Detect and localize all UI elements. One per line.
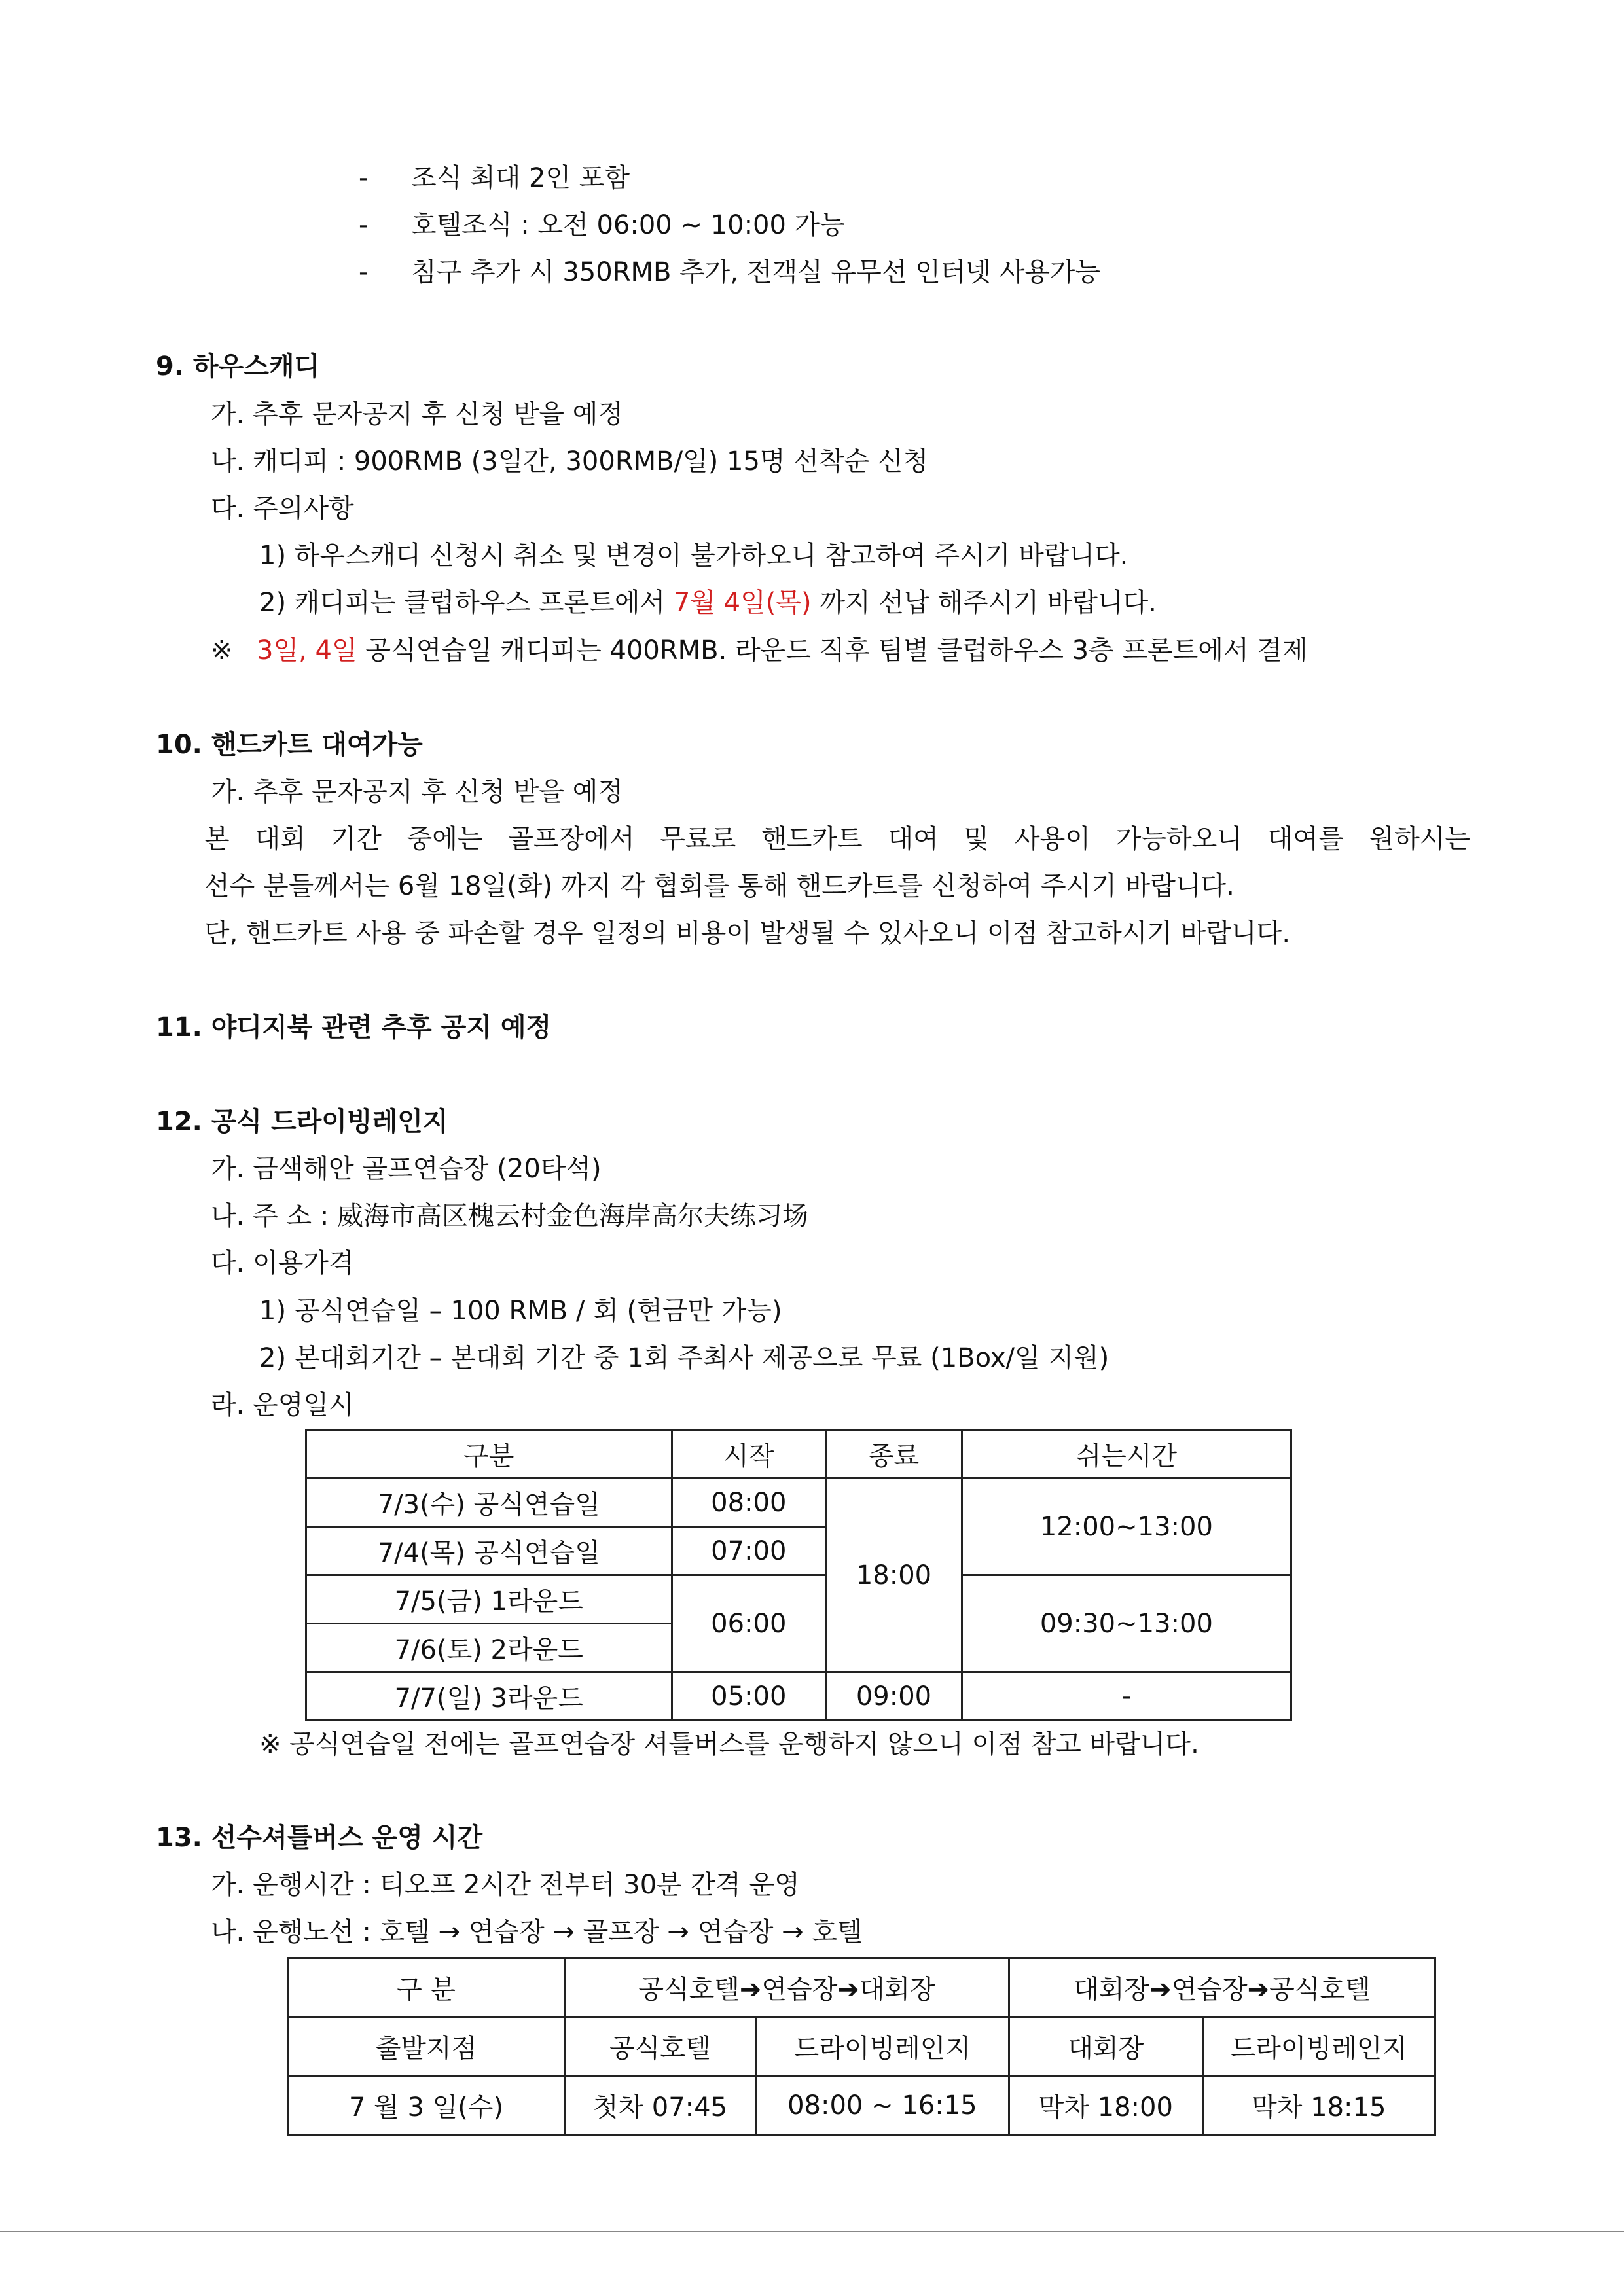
th-start: 시작 xyxy=(672,1430,826,1479)
s9-item-c1: 1) 하우스캐디 신청시 취소 및 변경이 불가하오니 참고하여 주시기 바랍니다. xyxy=(259,541,1128,571)
table-cell-day: 7/5(금) 1라운드 xyxy=(306,1575,672,1624)
th-venue: 대회장 xyxy=(1009,2017,1203,2076)
table-cell-end-merged: 18:00 xyxy=(826,1479,962,1672)
s12-item-c: 다. 이용가격 xyxy=(211,1248,354,1278)
shuttle-bus-table xyxy=(287,1957,1436,2136)
s12-item-c2: 2) 본대회기간 – 본대회 기간 중 1회 주최사 제공으로 무료 (1Box/일 지원) xyxy=(259,1343,1110,1373)
bullet-extra-bedding: - 침구 추가 시 350RMB 추가, 전객실 유무선 인터넷 사용가능 xyxy=(359,257,1101,287)
th-departure: 출발지점 xyxy=(288,2017,565,2076)
th-end: 종료 xyxy=(826,1430,962,1479)
section-12-title: 12. 공식 드라이빙레인지 xyxy=(156,1107,448,1137)
th-gubun: 구분 xyxy=(306,1430,672,1479)
s10-paragraph-3: 단, 핸드카트 사용 중 파손할 경우 일정의 비용이 발생될 수 있사오니 이점 참고하시기 바랍니다. xyxy=(204,918,1291,948)
driving-range-schedule-table xyxy=(305,1429,1292,1721)
section-13-title: 13. 선수셔틀버스 운영 시간 xyxy=(156,1823,483,1853)
s12-item-c1: 1) 공식연습일 – 100 RMB / 회 (현금만 가능) xyxy=(259,1296,782,1326)
th-official-hotel: 공식호텔 xyxy=(565,2017,756,2076)
s9-note: ※ 3일, 4일 공식연습일 캐디피는 400RMB. 라운드 직후 팀별 클럽하우스 3층 프론트에서 결제 xyxy=(211,636,1308,666)
table-cell-break: - xyxy=(962,1672,1291,1721)
table-cell-day: 7/7(일) 3라운드 xyxy=(306,1672,672,1721)
section-9-title: 9. 하우스캐디 xyxy=(156,351,320,382)
s13-item-b: 나. 운행노선 : 호텔 → 연습장 → 골프장 → 연습장 → 호텔 xyxy=(211,1917,863,1947)
table-cell-date: 7 월 3 일(수) xyxy=(288,2076,565,2135)
s9-item-b: 나. 캐디피 : 900RMB (3일간, 300RMB/일) 15명 선착순 신청 xyxy=(211,446,929,476)
table-cell-start-merged: 06:00 xyxy=(672,1575,826,1672)
th-break: 쉬는시간 xyxy=(962,1430,1291,1479)
table-cell-end: 09:00 xyxy=(826,1672,962,1721)
table-cell-day: 7/3(수) 공식연습일 xyxy=(306,1479,672,1527)
table-cell-last-bus-venue: 막차 18:00 xyxy=(1009,2076,1203,2135)
th-driving-range: 드라이빙레인지 xyxy=(755,2017,1009,2076)
th-gubun: 구 분 xyxy=(288,1958,565,2017)
s10-item-a: 가. 추후 문자공지 후 신청 받을 예정 xyxy=(211,777,623,807)
red-deadline: 7월 4일(목) xyxy=(673,588,812,618)
th-route-venue-to-hotel: 대회장➔연습장➔공식호텔 xyxy=(1009,1958,1435,2017)
bullet-breakfast-hours: - 호텔조식 : 오전 06:00 ~ 10:00 가능 xyxy=(359,210,845,240)
table-cell-start: 08:00 xyxy=(672,1479,826,1527)
s13-item-a: 가. 운행시간 : 티오프 2시간 전부터 30분 간격 운영 xyxy=(211,1870,800,1900)
s9-item-c2: 2) 캐디피는 클럽하우스 프론트에서 7월 4일(목) 까지 선납 해주시기 바랍니다. xyxy=(259,588,1157,618)
section-10-title: 10. 핸드카트 대여가능 xyxy=(156,730,423,760)
table-cell-break-2: 09:30~13:00 xyxy=(962,1575,1291,1672)
bullet-breakfast: - 조식 최대 2인 포함 xyxy=(359,163,630,193)
s12-item-d: 라. 운영일시 xyxy=(211,1390,354,1420)
s9-item-c: 다. 주의사항 xyxy=(211,493,354,524)
s12-item-b: 나. 주 소 : 威海市高区槐云村金色海岸高尔夫练习场 xyxy=(211,1201,808,1231)
s9-item-a: 가. 추후 문자공지 후 신청 받을 예정 xyxy=(211,399,623,429)
table-cell-start: 05:00 xyxy=(672,1672,826,1721)
s10-paragraph-2: 선수 분들께서는 6월 18일(화) 까지 각 협회를 통해 핸드카트를 신청하여 주시기 바랍니다. xyxy=(204,871,1235,901)
table-cell-range-hours: 08:00 ~ 16:15 xyxy=(755,2076,1009,2135)
table-cell-last-bus-range: 막차 18:15 xyxy=(1202,2076,1435,2135)
th-driving-range-2: 드라이빙레인지 xyxy=(1202,2017,1435,2076)
table-cell-start: 07:00 xyxy=(672,1527,826,1575)
page-divider xyxy=(0,2231,1624,2232)
s12-item-a: 가. 금색해안 골프연습장 (20타석) xyxy=(211,1154,602,1184)
s10-paragraph-1: 본 대회 기간 중에는 골프장에서 무료로 핸드카트 대여 및 사용이 가능하오니 대여를 원하시는 xyxy=(204,824,1470,854)
red-dates: 3일, 4일 xyxy=(257,636,357,666)
th-route-hotel-to-venue: 공식호텔➔연습장➔대회장 xyxy=(565,1958,1009,2017)
table-cell-break-1: 12:00~13:00 xyxy=(962,1479,1291,1575)
table-cell-day: 7/6(토) 2라운드 xyxy=(306,1624,672,1672)
table-cell-day: 7/4(목) 공식연습일 xyxy=(306,1527,672,1575)
s12-note: ※ 공식연습일 전에는 골프연습장 셔틀버스를 운행하지 않으니 이점 참고 바랍니다. xyxy=(259,1729,1199,1759)
section-11-title: 11. 야디지북 관련 추후 공지 예정 xyxy=(156,1013,552,1043)
table-cell-first-bus: 첫차 07:45 xyxy=(565,2076,756,2135)
